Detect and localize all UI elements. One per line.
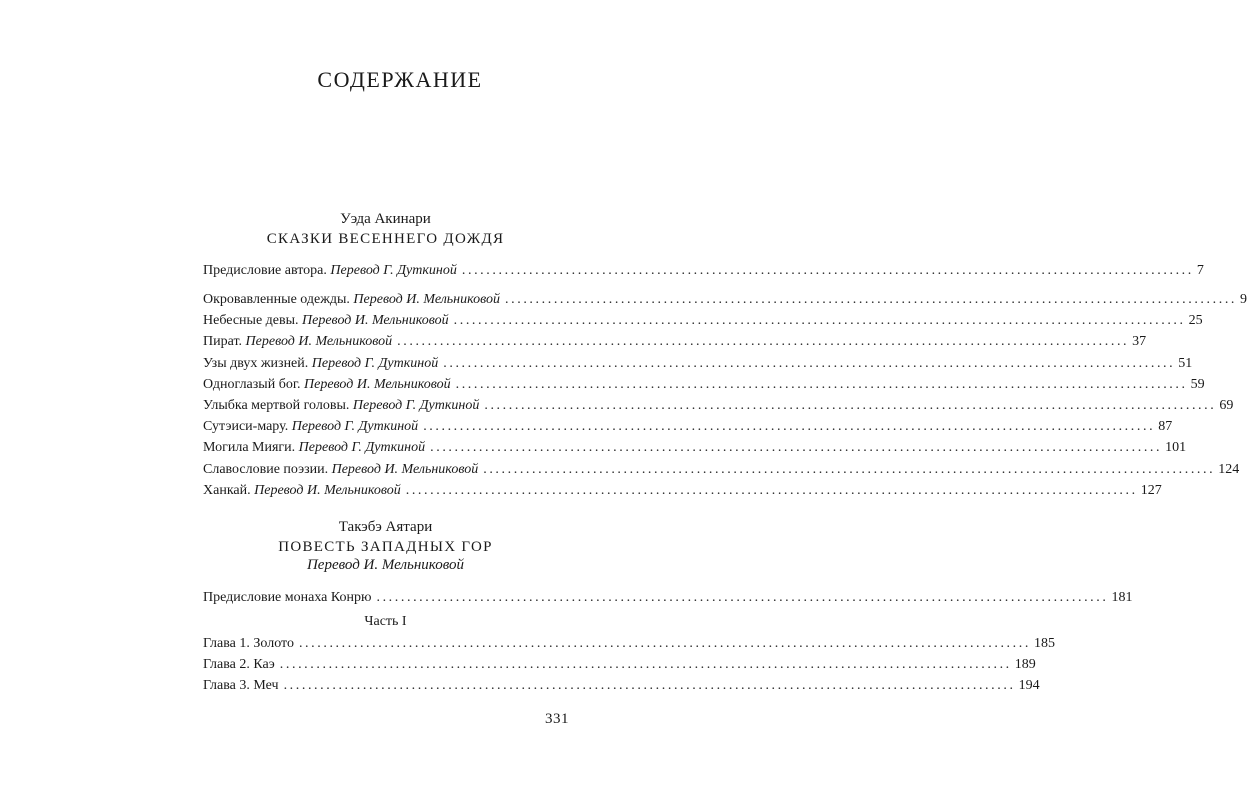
toc-entry-translator: Перевод Г. Дуткиной <box>298 440 426 456</box>
toc-entry <box>203 353 1193 374</box>
toc-entry <box>203 654 1036 675</box>
toc-entry-page: 181 <box>1111 590 1133 605</box>
section-1-header <box>203 211 568 248</box>
toc-entry-title: Глава 2. Каэ <box>203 657 275 673</box>
toc-entry <box>203 480 1162 501</box>
toc-entry-translator: Перевод И. Мельниковой <box>254 482 401 498</box>
section-1-preface <box>203 260 1204 281</box>
toc-entry-page: 189 <box>1014 657 1036 673</box>
section-2-book-title: ПОВЕСТЬ ЗАПАДНЫХ ГОР <box>278 539 493 555</box>
toc-entry-title: Небесные девы. <box>203 313 299 329</box>
toc-entry-title: Глава 1. Золото <box>203 636 294 651</box>
toc-entry <box>203 437 1187 458</box>
section-2-translator: Перевод И. Мельниковой <box>306 557 465 573</box>
toc-entry-translator: Перевод Г. Дуткиной <box>311 355 439 371</box>
toc-entry-translator: Перевод Г. Дуткиной <box>352 397 480 413</box>
toc-entry-title: Могила Мияги. <box>203 440 296 456</box>
toc-entry <box>203 289 1247 310</box>
page-title: СОДЕРЖАНИЕ <box>317 67 483 92</box>
toc-entry-translator: Перевод И. Мельниковой <box>331 461 479 477</box>
toc-entry-page: 7 <box>1196 263 1204 278</box>
section-2-chapters <box>203 633 1055 697</box>
part-heading <box>203 614 568 630</box>
toc-entry <box>203 395 1234 416</box>
toc-entry <box>203 675 1040 696</box>
leader-dots: ........................................................................................................................ <box>483 461 1216 477</box>
toc-entry <box>203 260 1204 281</box>
toc-entry-page: 185 <box>1033 636 1055 651</box>
leader-dots: ........................................................................................................................ <box>443 355 1176 371</box>
section-2-author: Такэбэ Аятари <box>338 519 433 535</box>
toc-entry-page: 25 <box>1188 313 1203 329</box>
toc-entry-title: Ханкай. <box>203 482 251 498</box>
toc-entry-title: Улыбка мертвой головы. <box>203 397 350 413</box>
toc-entry-title: Окровавленные одежды. <box>203 292 350 307</box>
toc-entry-title: Глава 3. Меч <box>203 678 279 694</box>
section-1-author: Уэда Акинари <box>340 211 431 227</box>
toc-entry-translator: Перевод И. Мельниковой <box>302 313 449 329</box>
toc-entry-page: 9 <box>1240 292 1247 307</box>
toc-entry-translator: Перевод Г. Дуткиной <box>291 419 419 435</box>
toc-entry-title: Предисловие монаха Конрю <box>203 590 372 605</box>
toc-entry-page: 59 <box>1190 376 1205 392</box>
toc-entry <box>203 331 1147 352</box>
toc-entry-title: Пират. <box>203 334 243 350</box>
toc-entry-translator: Перевод Г. Дуткиной <box>330 263 457 278</box>
leader-dots: ........................................................................................................................ <box>405 482 1138 498</box>
leader-dots: ........................................................................................................................ <box>376 590 1109 605</box>
toc-entry-title: Предисловие автора. <box>203 263 327 278</box>
leader-dots: ........................................................................................................................ <box>279 657 1012 673</box>
toc-entry <box>203 416 1173 437</box>
toc-entry-page: 69 <box>1219 397 1234 413</box>
toc-entry-page: 37 <box>1132 334 1147 350</box>
toc-entry-page: 101 <box>1165 440 1187 456</box>
toc-entry-translator: Перевод И. Мельниковой <box>353 292 501 307</box>
toc-entry-translator: Перевод И. Мельниковой <box>245 334 393 350</box>
toc-entry-translator: Перевод И. Мельниковой <box>304 376 451 392</box>
toc-entry <box>203 310 1203 331</box>
section-1-book-title: СКАЗКИ ВЕСЕННЕГО ДОЖДЯ <box>266 231 505 247</box>
section-1-entries <box>203 289 1247 501</box>
leader-dots: ........................................................................................................................ <box>505 292 1238 307</box>
leader-dots: ........................................................................................................................ <box>397 334 1130 350</box>
toc-entry-page: 124 <box>1218 461 1240 477</box>
leader-dots: ........................................................................................................................ <box>453 313 1186 329</box>
toc-entry-title: Одноглазый бог. <box>203 376 301 392</box>
toc-entry-title: Славословие поэзии. <box>203 461 329 477</box>
toc-entry-page: 194 <box>1018 678 1040 694</box>
leader-dots: ........................................................................................................................ <box>461 263 1194 278</box>
leader-dots: ........................................................................................................................ <box>298 636 1031 651</box>
page-number: 331 <box>545 711 569 727</box>
toc-entry-page: 127 <box>1140 482 1162 498</box>
leader-dots: ........................................................................................................................ <box>423 419 1156 435</box>
leader-dots: ........................................................................................................................ <box>430 440 1163 456</box>
leader-dots: ........................................................................................................................ <box>484 397 1217 413</box>
toc-entry <box>203 459 1240 480</box>
toc-entry-title: Сутэиси-мару. <box>203 419 289 435</box>
leader-dots: ........................................................................................................................ <box>455 376 1188 392</box>
toc-entry-page: 87 <box>1158 419 1173 435</box>
toc-entry <box>203 374 1205 395</box>
leader-dots: ........................................................................................................................ <box>283 678 1016 694</box>
toc-entry-title: Узы двух жизней. <box>203 355 309 371</box>
toc-entry-page: 51 <box>1178 355 1193 371</box>
toc-entry <box>203 587 1133 608</box>
section-2-preface <box>203 587 1133 608</box>
toc-entry <box>203 633 1055 654</box>
part-label: Часть I <box>364 614 407 629</box>
section-2-header <box>203 519 568 574</box>
